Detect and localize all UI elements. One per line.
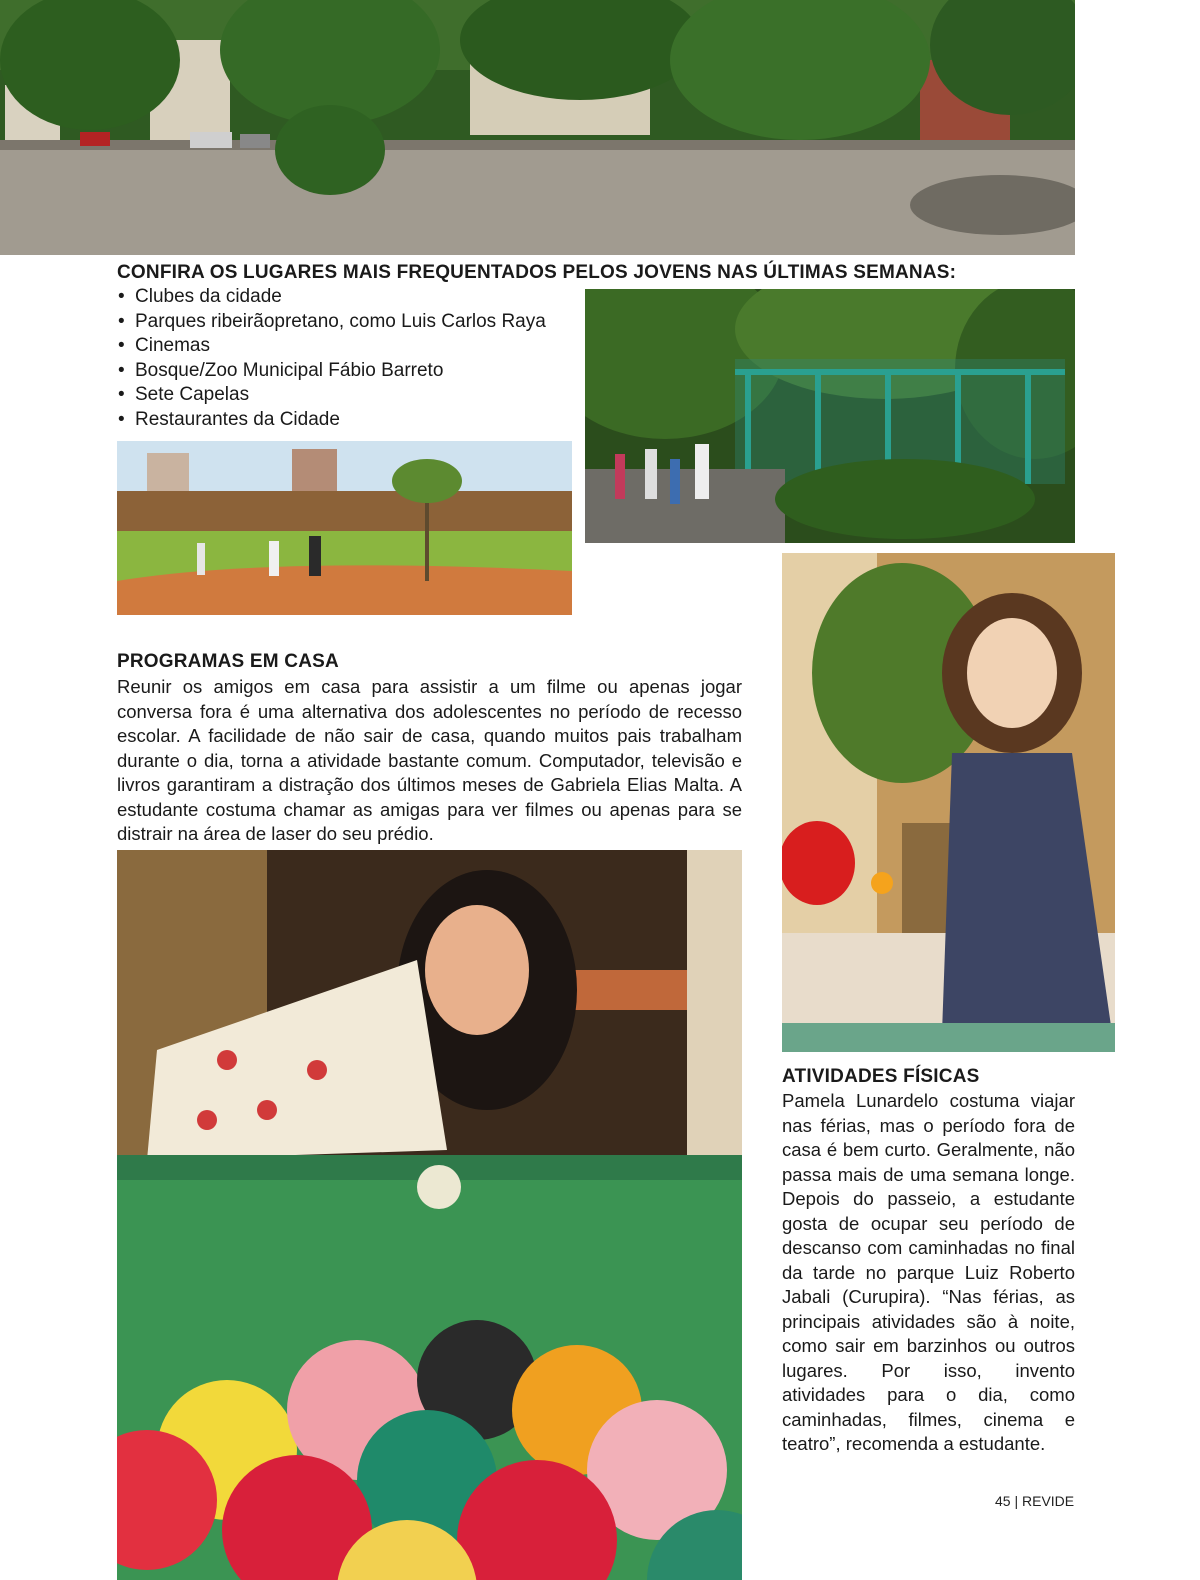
list-item: • Cinemas <box>117 334 577 359</box>
list-item: • Bosque/Zoo Municipal Fábio Barreto <box>117 359 577 384</box>
home-programs-body: Reunir os amigos em casa para assistir a um filme ou apenas jogar conversa fora é uma alternativa dos adolescentes no período de recesso escolar. A facilidade de não sair de casa, quando muitos pais trabalham durante o dia, torna a atividade bastante comum. Computador, televisão e livros garantiram a distração dos últimos meses de Gabriela Elias Malta. A estudante costuma chamar as amigas para ver filmes ou apenas para se distrair na área de laser do seu prédio. <box>117 676 742 844</box>
page-number: 45 <box>995 1493 1011 1509</box>
list-item: • Restaurantes da Cidade <box>117 408 577 433</box>
list-item: • Clubes da cidade <box>117 285 577 310</box>
physical-activities-heading: ATIVIDADES FÍSICAS <box>782 1066 980 1087</box>
photo-chapel-square <box>0 0 1075 255</box>
home-programs-heading: PROGRAMAS EM CASA <box>117 651 339 672</box>
magazine-name: REVIDE <box>1022 1493 1075 1509</box>
list-item: • Parques ribeirãopretano, como Luis Carlos Raya <box>117 310 577 335</box>
physical-activities-body: Pamela Lunardelo costuma viajar nas férias, mas o período fora de casa é bem curto. Geralmente, não passa mais de uma semana longe. Depois do passeio, a estudante gosta de ocupar seu período de descanso com caminhadas no final da tarde no parque Luiz Roberto Jabali (Curupira). “Nas férias, as principais atividades são à noite, como sair em barzinhos ou outros lugares. Por isso, invento atividades para o dia, como caminhadas, filmes, cinema e teatro”, recomenda a estudante. <box>782 1090 1075 1454</box>
footer-separator: | <box>1014 1493 1019 1509</box>
page-footer <box>995 1493 1074 1509</box>
photo-gabriela-pool-table <box>117 850 742 1580</box>
places-heading: CONFIRA OS LUGARES MAIS FREQUENTADOS PELOS JOVENS NAS ÚLTIMAS SEMANAS: <box>117 262 957 283</box>
photo-park-walkers <box>117 441 572 615</box>
places-list <box>117 285 577 433</box>
photo-zoo-aviary <box>585 289 1075 543</box>
list-item: • Sete Capelas <box>117 383 577 408</box>
photo-pamela-ping-pong <box>782 553 1115 1052</box>
